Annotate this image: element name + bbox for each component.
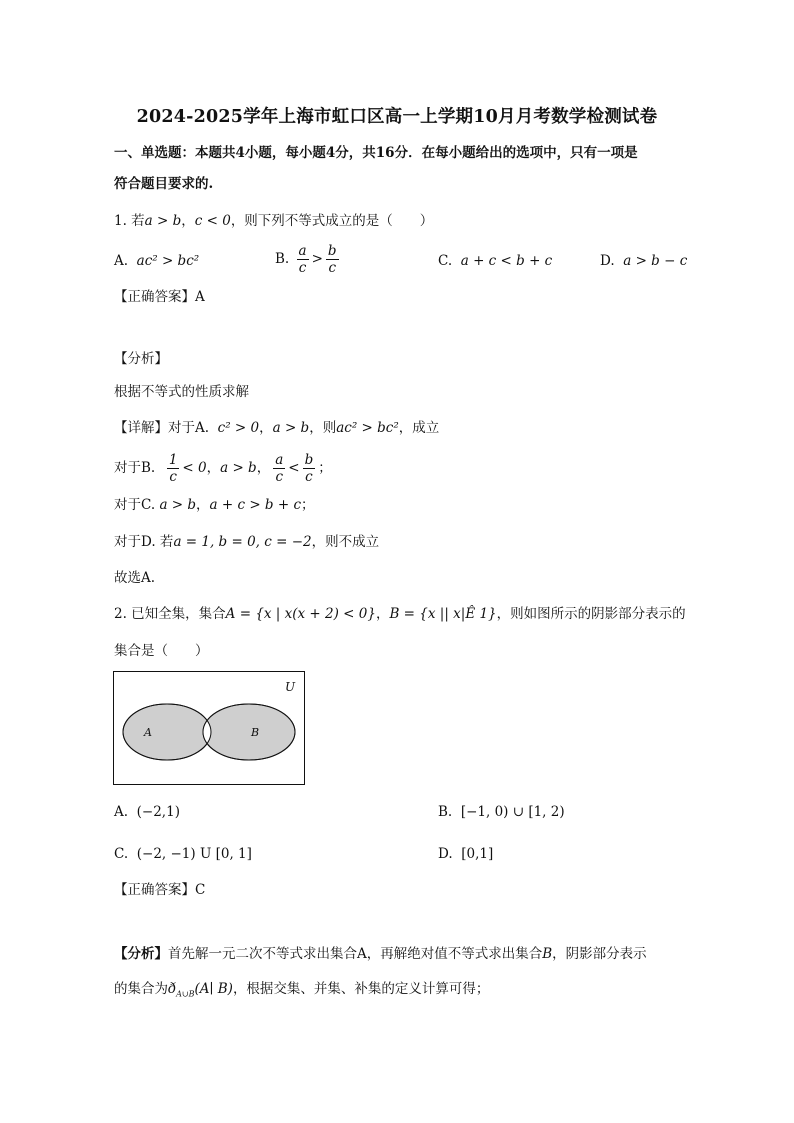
q1-stem: 1. 若a > b，c < 0，则下列不等式成立的是（ ） <box>114 213 434 229</box>
q2-analysis-line2: 的集合为$ð_{A\cup B}(A∣$ B)，根据交集、并集、补集的定义计算可得； <box>114 981 490 999</box>
q1-detail-b: 对于B. $\frac{1}{c}$ < 0，a > b， $\frac{a}{c}$ < $\frac{b}{c}$ ； <box>114 452 332 485</box>
venn-diagram <box>113 671 307 787</box>
q2-option-b: B. [−1, 0) ∪ [1, 2) <box>438 804 565 820</box>
page-title: 2024-2025学年上海市虹口区高一上学期10月月考数学检测试卷 <box>136 107 658 127</box>
q1-condition-1: a > b <box>144 213 182 229</box>
q1-detail-a: 【详解】对于A. c² > 0，a > b，则ac² > bc²，成立 <box>114 420 440 436</box>
q2-option-c: C. (−2, −1) U [0, 1] <box>114 846 252 862</box>
q2-option-d: D. [0,1] <box>438 846 494 862</box>
q1-option-a: A. ac² > bc² <box>114 253 200 269</box>
q1-analysis-head: 【分析】 <box>114 351 168 367</box>
venn-label-u: U <box>285 680 296 694</box>
q2-analysis: 【分析】首先解一元二次不等式求出集合A，再解绝对值不等式求出集合B，阴影部分表示 <box>114 946 647 962</box>
q1-option-b: B. $\frac{a}{c}$ > $\frac{b}{c}$ <box>275 243 337 276</box>
section-header-line2: 符合题目要求的. <box>114 176 214 192</box>
q2-set-b: B = {x || x|Ê 1} <box>389 606 497 622</box>
q1-answer: 【正确答案】A <box>114 289 205 305</box>
q2-stem: 2. 已知全集，集合A = {x | x(x + 2) < 0}，B = {x || x|Ê 1}，则如图所示的阴影部分表示的 <box>114 606 686 622</box>
venn-label-a: A <box>144 726 152 739</box>
q1-condition-2: c < 0 <box>194 213 231 229</box>
q1-conclusion: 故选A. <box>114 570 156 586</box>
q2-option-a: A. (−2,1) <box>114 804 180 820</box>
q1-option-c: C. a + c < b + c <box>438 253 553 269</box>
q1-option-d: D. a > b − c <box>600 253 688 269</box>
q2-stem-line2: 集合是（ ） <box>114 643 209 659</box>
q2-answer: 【正确答案】C <box>114 882 206 898</box>
q2-set-a: A = {x | x(x + 2) < 0} <box>225 606 376 622</box>
q1-analysis-text: 根据不等式的性质求解 <box>114 384 249 400</box>
section-header-line1: 一、单选题：本题共4小题，每小题4分，共16分．在每小题给出的选项中，只有一项是 <box>114 145 638 161</box>
venn-label-b: B <box>251 726 260 739</box>
q1-detail-c: 对于C. a > b，a + c > b + c； <box>114 497 315 513</box>
q1-detail-d: 对于D. 若a = 1, b = 0, c = −2，则不成立 <box>114 534 380 550</box>
